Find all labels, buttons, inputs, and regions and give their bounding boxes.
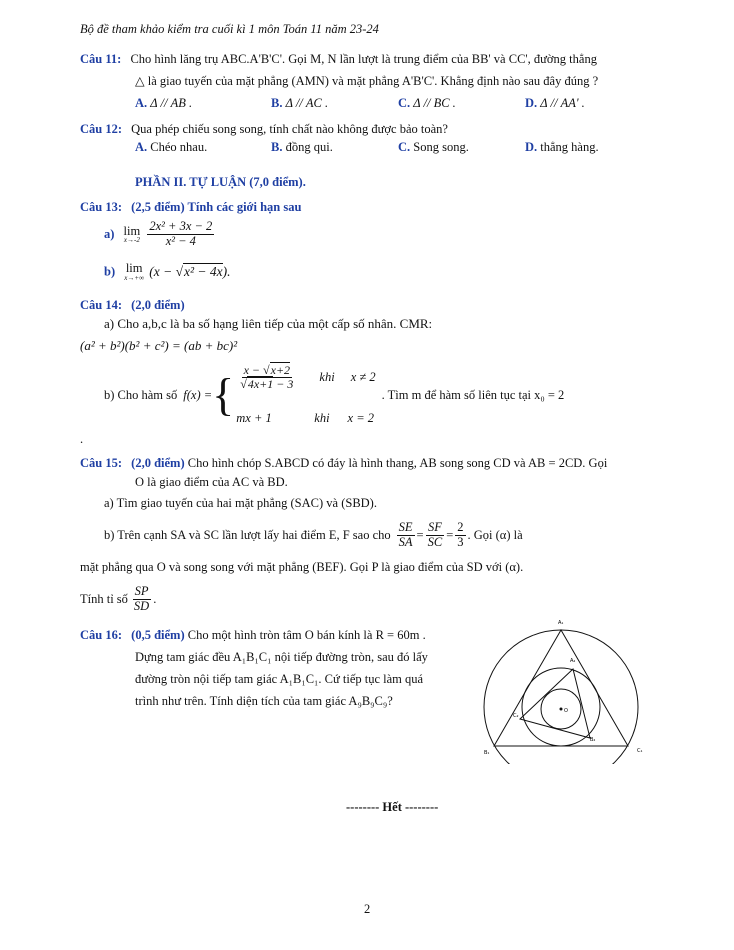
case1-den-post: − 3 (273, 377, 294, 392)
sqrt-sign: √ (175, 263, 183, 279)
q12-stem: Qua phép chiếu song song, tính chất nào không được bảo toàn? (131, 122, 448, 136)
stray-dot: . (80, 432, 84, 446)
question-15 (80, 456, 607, 471)
q11-stem1: Cho hình lăng trụ ABC.A'B'C'. Gọi M, N lần lượt là trung điểm của BB' và CC', đường thẳng (130, 52, 597, 66)
q15-line3: mặt phẳng qua O và song song với mặt phẳng (BEF). Gọi P là giao điểm của SD với (α). (80, 560, 524, 574)
q11-opt-b: Δ // AC . (285, 96, 329, 110)
q12-opt-a: Chéo nhau. (150, 140, 208, 154)
piecewise-cases (236, 364, 375, 426)
question-11 (80, 52, 597, 67)
q16-l4: trình như trên. Tính diện tích của tam giác A₉B₉C₉? (135, 694, 393, 708)
q13-a-denominator: x² − 4 (165, 233, 196, 248)
frac-sa: SA (398, 534, 413, 549)
q14-head: (2,0 điểm) (131, 298, 185, 312)
lim-symbol: lim (123, 223, 141, 238)
q11-opt-a: Δ // AB . (150, 96, 193, 110)
q13-b-label: b) (104, 264, 116, 279)
q13-label: Câu 13: (80, 200, 123, 214)
q12-opt-a-label: A. (135, 140, 148, 154)
q12-opt-d: thẳng hàng. (540, 140, 599, 154)
q13-a-numerator: 2x² + 3x − 2 (149, 219, 213, 233)
q16-l2: Dựng tam giác đều A₁B₁C₁ nội tiếp đường tròn, sau đó lấy (135, 650, 428, 664)
sqrt-sign-2: √ (263, 363, 270, 377)
q12-opt-b: đồng qui. (285, 140, 333, 154)
q11-opt-b-label: B. (271, 96, 283, 110)
header: Bộ đề tham khảo kiểm tra cuối kì 1 môn Toán 11 năm 23-24 (80, 22, 379, 36)
question-12 (80, 122, 448, 137)
q16-l3: đường tròn nội tiếp tam giác A₁B₁C₁. Cứ tiếp tục làm quá (135, 672, 424, 686)
frac-3: 3 (457, 534, 464, 549)
frac-sf: SF (427, 519, 442, 534)
q11-opt-a-label: A. (135, 96, 148, 110)
label-c2: C₂ (513, 713, 519, 719)
q12-opt-b-label: B. (271, 140, 283, 154)
ratio-post: . (153, 591, 157, 606)
q13-b-radicand: x² − 4x (183, 263, 223, 279)
end-marker: -------- Hết -------- (346, 800, 439, 814)
lim-symbol-b: lim (125, 261, 143, 275)
sqrt-sign-3: √ (240, 377, 247, 392)
q14-b-fx: f(x) = (183, 387, 213, 402)
label-b2: B₂ (590, 737, 596, 743)
q14-b-pre: b) Cho hàm số (104, 387, 178, 402)
label-o: O (564, 708, 568, 714)
q11-opt-d-label: D. (525, 96, 538, 110)
q12-opt-d-label: D. (525, 140, 538, 154)
q16-label: Câu 16: (80, 628, 123, 642)
nested-circles-figure (478, 612, 658, 764)
ratio-sd: SD (133, 598, 150, 613)
page-number: 2 (364, 902, 371, 916)
q14-b (104, 362, 564, 428)
q15-stem1: Cho hình chóp S.ABCD có đáy là hình thang, AB song song CD và AB = 2CD. Gọi (187, 456, 608, 470)
q14-a-formula: (a² + b²)(b² + c²) = (ab + bc)² (80, 338, 238, 353)
question-16 (80, 628, 426, 643)
q11-opt-c: Δ // BC . (413, 96, 456, 110)
ratio-pre: Tính tỉ số (80, 591, 128, 606)
q15-ratio (80, 582, 156, 616)
q13-a (104, 220, 216, 249)
q14-label: Câu 14: (80, 298, 123, 312)
case1-num-rad: x+2 (270, 363, 291, 377)
q15-stem2: O là giao điểm của AC và BD. (135, 475, 288, 489)
q13-a-label: a) (104, 226, 115, 241)
eq-2: = (446, 527, 454, 542)
label-a2: A₂ (570, 658, 576, 664)
q11-opt-d: Δ // AA' . (540, 96, 585, 110)
frac-se: SE (398, 519, 413, 534)
q13-a-sub: x→-2 (123, 236, 140, 244)
part-2-heading: PHẦN II. TỰ LUẬN (7,0 điểm). (135, 175, 306, 189)
question-13 (80, 200, 301, 215)
q15-b (104, 518, 523, 552)
case2-khi: khi (314, 411, 330, 425)
q15-head: (2,0 điểm) (131, 456, 185, 470)
q13-b (104, 262, 231, 282)
eq-1: = (416, 527, 424, 542)
q11-opt-c-label: C. (398, 96, 411, 110)
q15-label: Câu 15: (80, 456, 123, 470)
circle-1 (484, 630, 638, 764)
q13-b-post: ). (222, 263, 231, 279)
q15-b-pre: b) Trên cạnh SA và SC lần lượt lấy hai điểm E, F sao cho (104, 527, 391, 542)
q16-l1: Cho một hình tròn tâm O bán kính là R = 60m . (187, 628, 426, 642)
label-b1: B₁ (484, 750, 490, 756)
case1-num-pre: x − (243, 363, 264, 377)
q14-b-post: . Tìm m để hàm số liên tục tại x₀ = 2 (381, 387, 565, 402)
q11-label: Câu 11: (80, 52, 122, 66)
q12-opt-c-label: C. (398, 140, 411, 154)
case1-khi: khi (319, 370, 335, 385)
ratio-sp: SP (134, 583, 149, 598)
q14-a-text: a) Cho a,b,c là ba số hạng liên tiếp của một cấp số nhân. CMR: (104, 316, 433, 331)
q13-head: (2,5 điểm) Tính các giới hạn sau (131, 200, 302, 214)
label-c1: C₁ (637, 748, 643, 754)
q15-a: a) Tìm giao tuyến của hai mặt phẳng (SAC) và (SBD). (104, 496, 377, 510)
q15-b-post: . Gọi (α) là (467, 527, 523, 542)
center-point (560, 708, 563, 711)
case1-den-rad: 4x+1 (247, 377, 274, 392)
label-a1: A₁ (558, 620, 564, 626)
q13-b-pre: (x − (149, 263, 176, 279)
case2-cond: x = 2 (347, 411, 375, 425)
question-14 (80, 298, 185, 313)
q12-opt-c: Song song. (413, 140, 469, 154)
frac-sc: SC (427, 534, 443, 549)
q12-label: Câu 12: (80, 122, 123, 136)
q13-b-sub: x→+∞ (124, 273, 145, 282)
q11-stem2: △ là giao tuyến của mặt phẳng (AMN) và mặt phẳng A'B'C'. Khẳng định nào sau đây đúng ? (135, 74, 599, 88)
piecewise-brace: { (212, 369, 235, 420)
q16-head: (0,5 điểm) (131, 628, 185, 642)
case2-expr: mx + 1 (236, 411, 272, 425)
frac-2: 2 (457, 519, 464, 534)
case1-cond: x ≠ 2 (350, 370, 376, 385)
